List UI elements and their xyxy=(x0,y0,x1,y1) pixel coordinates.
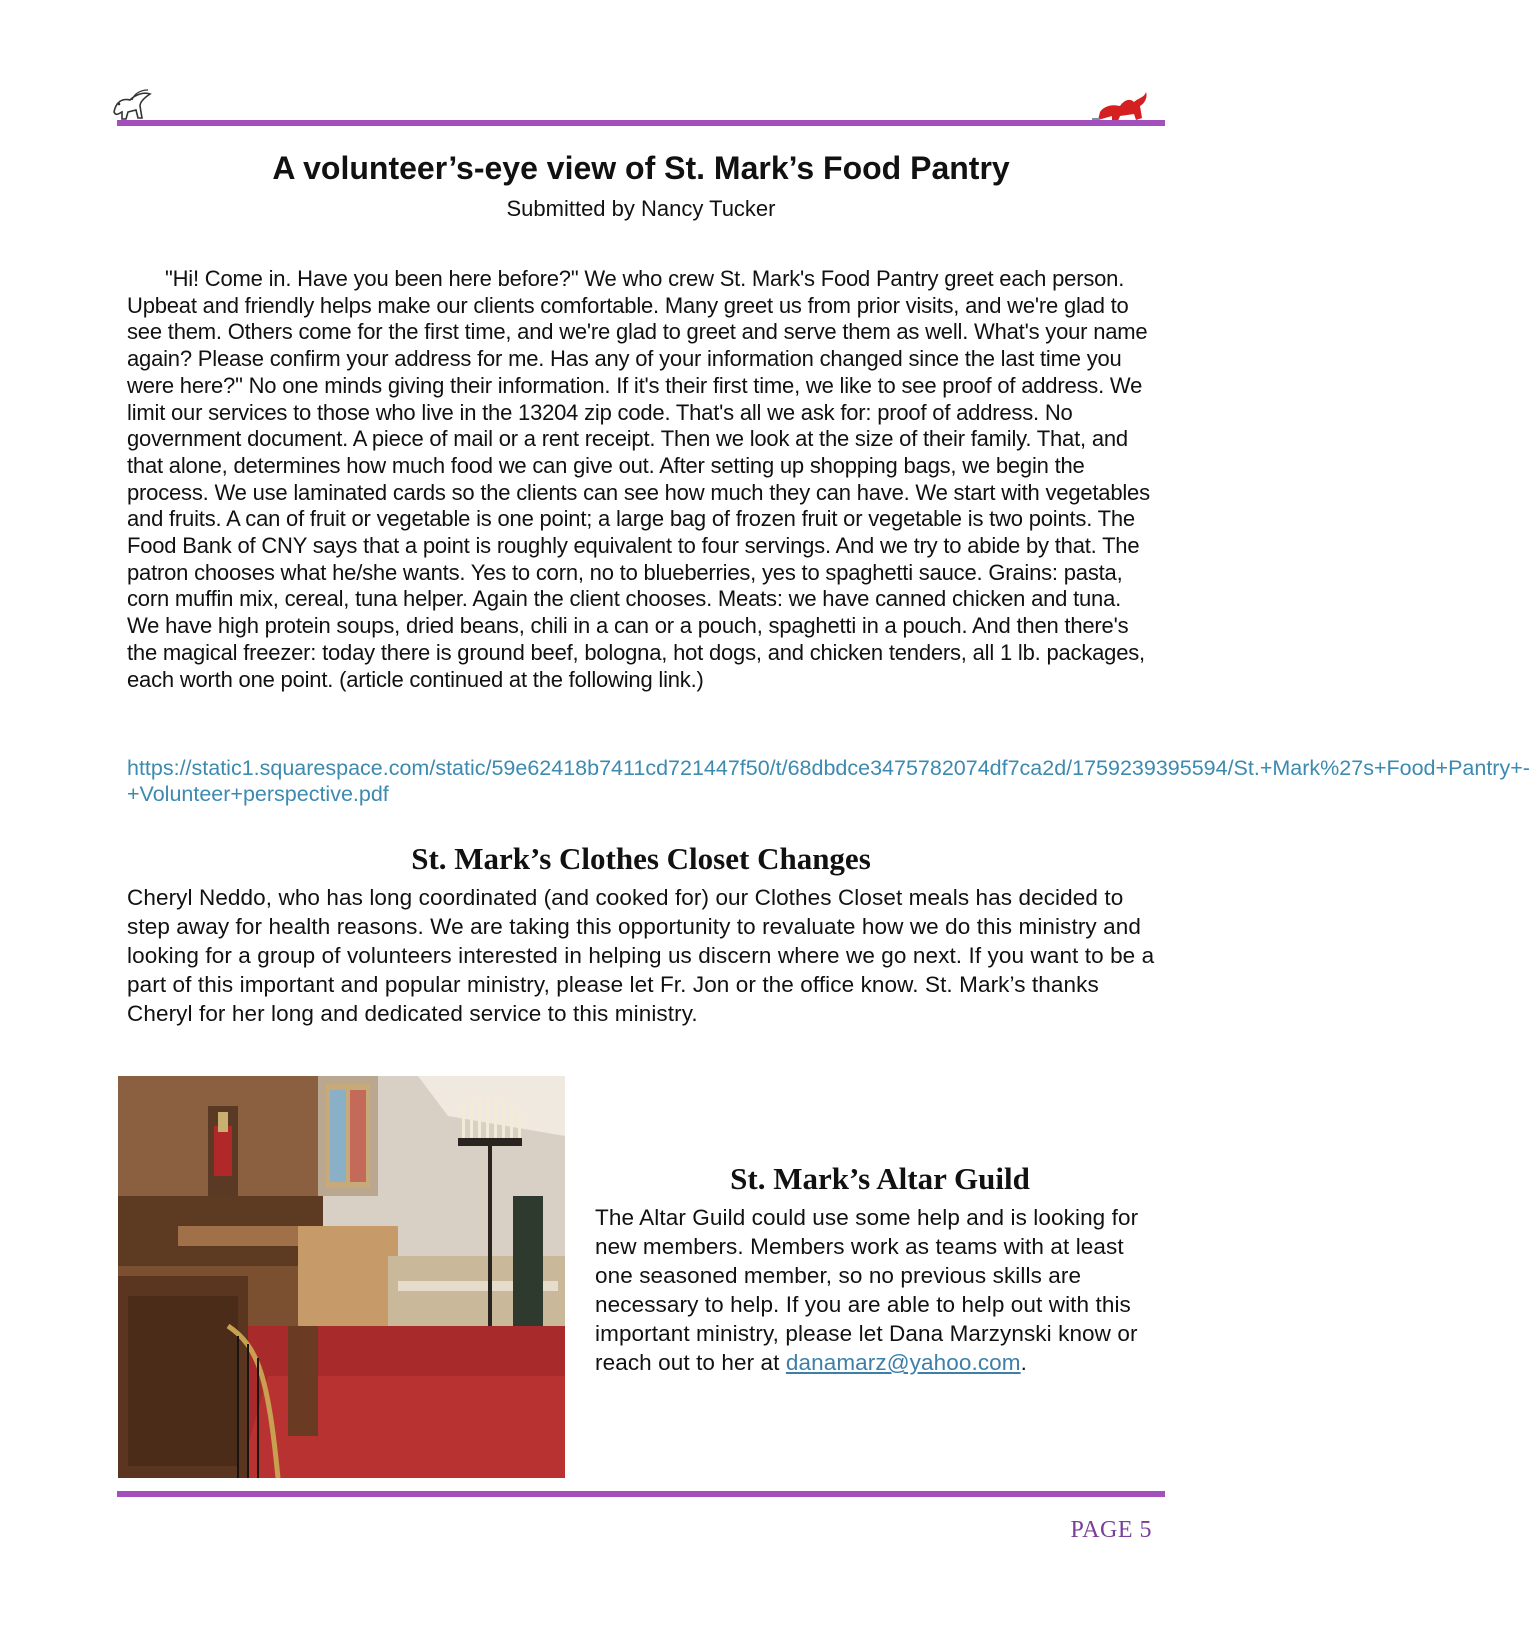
altar-guild-body-text: The Altar Guild could use some help and is looking for new members. Members work as teams with at least one seasoned member, so no previous skills are necessary to help. If you are able to help out with this important ministry, please let Dana Marzynski know or reach out to her at xyxy=(595,1205,1139,1375)
church-altar-photo xyxy=(118,1076,565,1478)
footer-rule xyxy=(117,1491,1165,1497)
article-body xyxy=(127,266,1157,693)
altar-guild-email-link[interactable]: danamarz@yahoo.com xyxy=(785,1350,1021,1375)
red-lion-icon xyxy=(1090,88,1152,122)
page-number: PAGE 5 xyxy=(1070,1517,1152,1543)
article-link-block xyxy=(127,728,1530,808)
altar-guild-body xyxy=(595,1203,1160,1377)
article-title: A volunteer’s-eye view of St. Mark’s Food Pantry xyxy=(272,150,1010,186)
altar-guild-trailing: . xyxy=(1020,1350,1027,1375)
winged-lion-icon xyxy=(110,88,152,122)
closet-title: St. Mark’s Clothes Closet Changes xyxy=(411,841,871,876)
article-continued-link[interactable]: https://static1.squarespace.com/static/59e62418b7411cd721447f50/t/68dbdce3475782074df7ca2d/1759239395594/St.+Mark%27s+Food+Pantry+-+Volunteer+perspective.pdf xyxy=(127,755,1530,806)
altar-guild-title: St. Mark’s Altar Guild xyxy=(730,1161,1030,1196)
article-byline: Submitted by Nancy Tucker xyxy=(506,196,776,221)
closet-body: Cheryl Neddo, who has long coordinated (and cooked for) our Clothes Closet meals has decided to step away for health reasons. We are taking this opportunity to revaluate how we do this ministry and looking for a group of volunteers interested in helping us discern where we go next. If you want to be a part of this important and popular ministry, please let Fr. Jon or the office know. St. Mark’s thanks Cheryl for her long and dedicated service to this ministry. xyxy=(127,885,1155,1026)
article-body-text: "Hi! Come in. Have you been here before?" We who crew St. Mark's Food Pantry greet each person. Upbeat and friendly helps make our clients comfortable. Many greet us from prior visits, and we're glad to see them. Others come for the first time, and we're glad to greet and serve them as well. What's your name again? Please confirm your address for me. Has any of your information changed since the last time you were here?" No one minds giving their information. If it's their first time, we like to see proof of address. We limit our services to those who live in the 13204 zip code. That's all we ask for: proof of address. No government document. A piece of mail or a rent receipt. Then we look at the size of their family. That, and that alone, determines how much food we can give out. After setting up shopping bags, we begin the process. We use laminated cards so the clients can see how much they can have. We start with vegetables and fruits. A can of fruit or vegetable is one point; a large bag of frozen fruit or vegetable is two points. The Food Bank of CNY says that a point is roughly equivalent to four servings. And we try to abide by that. The patron chooses what he/she wants. Yes to corn, no to blueberries, yes to spaghetti sauce. Grains: pasta, corn muffin mix, cereal, tuna helper. Again the client chooses. Meats: we have canned chicken and tuna. We have high protein soups, dried beans, chili in a can or a pouch, spaghetti in a pouch. And then there's the magical freezer: today there is ground beef, bologna, hot dogs, and chicken tenders, all 1 lb. packages, each worth one point. (article continued at the following link.) xyxy=(127,266,1150,692)
header-rule xyxy=(117,120,1165,126)
